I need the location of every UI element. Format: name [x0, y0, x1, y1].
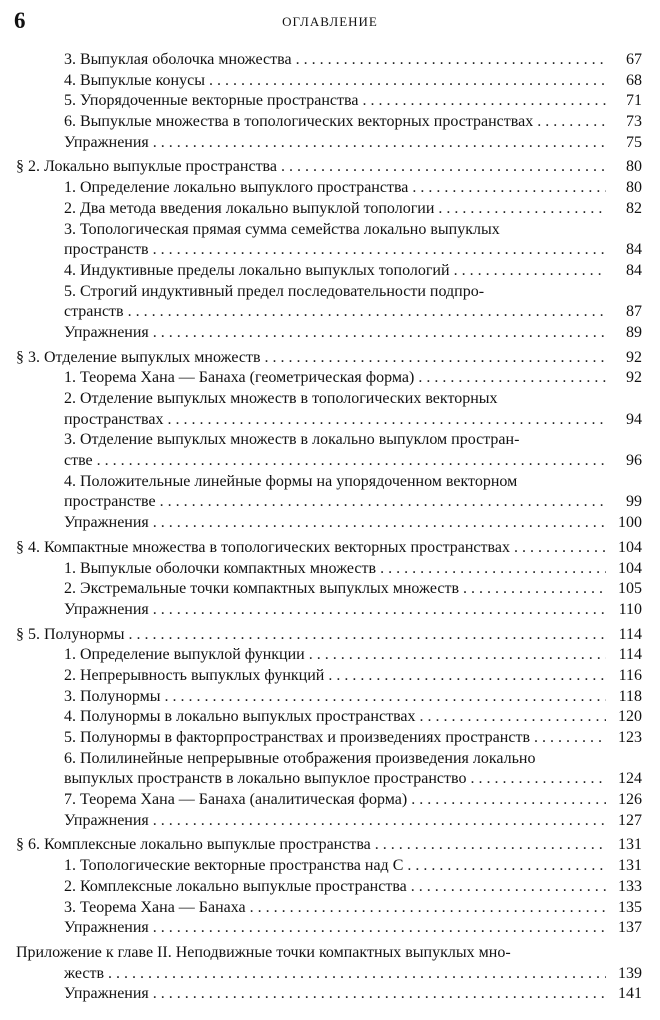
toc-page-number: 75	[626, 133, 642, 151]
toc-entry-title-line: 6. Полилинейные непрерывные отображения произведения локально	[64, 749, 536, 767]
toc-entry-title-line: 3. Топологическая прямая сумма семейства локально выпуклых	[64, 220, 500, 238]
leader-dots	[412, 178, 606, 199]
toc-subsection-entry[interactable]	[0, 199, 660, 220]
leader-dots	[153, 600, 606, 621]
toc-page-number: 126	[618, 791, 642, 809]
toc-section-entry[interactable]	[0, 157, 660, 178]
toc-entry-title: 2. Экстремальные точки компактных выпуклых множеств	[64, 580, 459, 598]
toc-subsection-entry[interactable]	[0, 220, 660, 261]
toc-page-number: 114	[618, 625, 642, 643]
toc-subsection-entry[interactable]	[0, 472, 660, 513]
toc-entry-title-line: 5. Строгий индуктивный предел последовательности подпро-	[64, 282, 485, 300]
toc-entry-title: § 3. Отделение выпуклых множеств	[16, 348, 261, 366]
toc-entry-title: 4. Полунормы в локально выпуклых пространствах	[64, 708, 416, 726]
toc-page-number: 67	[626, 51, 642, 68]
leader-dots	[250, 898, 606, 919]
toc-entry-title: 2. Два метода введения локально выпуклой топологии	[64, 199, 435, 217]
toc-entry-title: Упражнения	[64, 514, 149, 532]
leader-dots	[463, 579, 606, 600]
toc-subsection-entry[interactable]	[0, 918, 660, 939]
leader-dots	[380, 559, 606, 580]
toc-subsection-entry[interactable]	[0, 71, 660, 92]
leader-dots	[265, 348, 606, 369]
toc-subsection-entry[interactable]	[0, 984, 660, 1005]
leader-dots	[209, 71, 606, 92]
toc-section-entry[interactable]	[0, 835, 660, 856]
toc-section-entry[interactable]	[0, 348, 660, 369]
toc-entry-title: 1. Теорема Хана — Банаха (геометрическая форма)	[64, 369, 415, 387]
toc-entry-title: 3. Выпуклая оболочка множества	[64, 51, 292, 68]
toc-page-number: 110	[618, 600, 642, 618]
toc-page-number: 73	[626, 113, 642, 131]
toc-subsection-entry[interactable]	[0, 645, 660, 666]
toc-entry-title: 5. Упорядоченные векторные пространства	[64, 92, 359, 110]
toc-subsection-entry[interactable]	[0, 749, 660, 790]
toc-entry-title: Упражнения	[64, 600, 149, 618]
toc-entry-title: выпуклых пространств в локально выпуклое пространство	[64, 770, 467, 788]
toc-entry-title: Упражнения	[64, 323, 149, 341]
leader-dots	[108, 964, 606, 985]
toc-section-entry[interactable]	[0, 538, 660, 559]
leader-dots	[454, 261, 606, 282]
toc-page-number: 124	[618, 770, 642, 788]
toc-page-number: 82	[626, 199, 642, 217]
toc-page-number: 123	[618, 729, 642, 746]
leader-dots	[153, 133, 606, 154]
toc-subsection-entry[interactable]	[0, 728, 660, 749]
toc-page-number: 135	[618, 898, 642, 916]
toc-page-number: 100	[618, 514, 642, 532]
toc-subsection-entry[interactable]	[0, 559, 660, 580]
toc-page-number: 92	[626, 348, 642, 366]
toc-page-number: 99	[626, 493, 642, 511]
toc-subsection-entry[interactable]	[0, 666, 660, 687]
leader-dots	[418, 368, 606, 389]
leader-dots	[296, 50, 606, 71]
toc-page-number: 87	[626, 303, 642, 321]
toc-subsection-entry[interactable]	[0, 323, 660, 344]
toc-entry-title: 1. Определение выпуклой функции	[64, 646, 305, 664]
toc-page-number: 96	[626, 452, 642, 470]
leader-dots	[281, 157, 606, 178]
toc-page-number: 118	[618, 687, 642, 705]
toc-subsection-entry[interactable]	[0, 877, 660, 898]
leader-dots	[153, 918, 606, 939]
toc-section-entry[interactable]	[0, 943, 660, 984]
leader-dots	[407, 856, 606, 877]
toc-subsection-entry[interactable]	[0, 790, 660, 811]
toc-subsection-entry[interactable]	[0, 178, 660, 199]
toc-entry-title: § 6. Комплексные локально выпуклые пространства	[16, 836, 371, 854]
leader-dots	[411, 877, 606, 898]
toc-subsection-entry[interactable]	[0, 707, 660, 728]
toc-entry-title: § 5. Полунормы	[16, 625, 125, 643]
toc-entry-title-line: 2. Отделение выпуклых множеств в топологических векторных	[64, 390, 498, 407]
leader-dots	[328, 666, 606, 687]
toc-entry-title: 1. Определение локально выпуклого пространства	[64, 179, 409, 197]
toc-entry-title: пространств	[64, 241, 149, 259]
leader-dots	[160, 492, 606, 513]
toc-entry-title-line: 3. Отделение выпуклых множеств в локально выпуклом простран-	[64, 431, 520, 449]
toc-subsection-entry[interactable]	[0, 389, 660, 430]
toc-page-number: 127	[618, 811, 642, 829]
toc-subsection-entry[interactable]	[0, 133, 660, 154]
toc-entry-title: жеств	[64, 964, 104, 982]
toc-subsection-entry[interactable]	[0, 579, 660, 600]
leader-dots	[167, 410, 606, 431]
toc-subsection-entry[interactable]	[0, 898, 660, 919]
toc-page-number: 68	[626, 71, 642, 89]
leader-dots	[153, 323, 606, 344]
leader-dots	[153, 984, 606, 1005]
toc-entry-title: 7. Теорема Хана — Банаха (аналитическая форма)	[64, 791, 408, 809]
toc-subsection-entry[interactable]	[0, 513, 660, 534]
toc-page-number: 133	[618, 877, 642, 895]
leader-dots	[438, 199, 606, 220]
toc-page-number: 80	[626, 158, 642, 176]
toc-subsection-entry[interactable]	[0, 368, 660, 389]
toc-entry-title: 2. Непрерывность выпуклых функций	[64, 666, 325, 684]
leader-dots	[97, 451, 606, 472]
toc-entry-title: 3. Полунормы	[64, 687, 161, 705]
leader-dots	[537, 112, 606, 133]
table-of-contents	[0, 50, 660, 1005]
toc-entry-title: § 2. Локально выпуклые пространства	[16, 158, 277, 176]
leader-dots	[362, 91, 606, 112]
toc-page-number: 71	[626, 92, 642, 110]
toc-page-number: 80	[626, 179, 642, 197]
toc-subsection-entry[interactable]	[0, 430, 660, 471]
toc-entry-title: 2. Комплексные локально выпуклые пространства	[64, 877, 407, 895]
toc-entry-title: Упражнения	[64, 985, 149, 1003]
toc-page-number: 89	[626, 323, 642, 341]
toc-entry-title: § 4. Компактные множества в топологических векторных пространствах	[16, 538, 510, 556]
toc-page-number: 104	[618, 559, 642, 577]
toc-entry-title: Упражнения	[64, 919, 149, 937]
toc-page-number: 120	[618, 708, 642, 726]
toc-page-number: 116	[618, 666, 642, 684]
toc-page-number: 104	[618, 538, 642, 556]
toc-subsection-entry[interactable]	[0, 91, 660, 112]
toc-subsection-entry[interactable]	[0, 112, 660, 133]
leader-dots	[128, 302, 606, 323]
toc-entry-title: 4. Индуктивные пределы локально выпуклых топологий	[64, 261, 450, 279]
toc-page-number: 131	[618, 857, 642, 875]
toc-page-number: 139	[618, 964, 642, 982]
toc-entry-title-line: 4. Положительные линейные формы на упорядоченном векторном	[64, 472, 518, 490]
leader-dots	[129, 625, 606, 646]
leader-dots	[470, 769, 606, 790]
toc-page-number: 94	[626, 410, 642, 428]
page-number: 6	[14, 8, 26, 33]
leader-dots	[153, 513, 606, 534]
toc-subsection-entry[interactable]	[0, 600, 660, 621]
toc-entry-title-line: Приложение к главе II. Неподвижные точки компактных выпуклых мно-	[16, 943, 511, 961]
toc-page-number: 84	[626, 241, 642, 259]
toc-subsection-entry[interactable]	[0, 261, 660, 282]
toc-entry-title: странств	[64, 303, 124, 321]
toc-entry-title: 4. Выпуклые конусы	[64, 71, 205, 89]
leader-dots	[375, 835, 606, 856]
toc-entry-title: 3. Теорема Хана — Банаха	[64, 898, 246, 916]
toc-page-number: 84	[626, 261, 642, 279]
leader-dots	[153, 811, 606, 832]
toc-page-number: 105	[618, 580, 642, 598]
leader-dots	[514, 538, 606, 559]
toc-entry-title: пространствах	[64, 410, 164, 428]
toc-subsection-entry[interactable]	[0, 687, 660, 708]
leader-dots	[534, 728, 606, 749]
toc-entry-title: 5. Полунормы в факторпространствах и произведениях пространств	[64, 729, 530, 746]
leader-dots	[153, 240, 606, 261]
toc-page-number: 141	[618, 985, 642, 1003]
toc-subsection-entry[interactable]	[0, 282, 660, 323]
leader-dots	[309, 645, 606, 666]
toc-entry-title: Упражнения	[64, 811, 149, 829]
toc-page-number: 137	[618, 919, 642, 937]
toc-page-number: 114	[618, 646, 642, 664]
running-head: ОГЛАВЛЕНИЕ	[282, 14, 378, 29]
toc-entry-title: пространстве	[64, 493, 156, 511]
leader-dots	[420, 707, 606, 728]
toc-subsection-entry[interactable]	[0, 811, 660, 832]
toc-page-number: 92	[626, 369, 642, 387]
toc-page-number: 131	[618, 836, 642, 854]
toc-subsection-entry[interactable]	[0, 50, 660, 71]
toc-subsection-entry[interactable]	[0, 856, 660, 877]
toc-entry-title: стве	[64, 452, 93, 470]
leader-dots	[411, 790, 606, 811]
toc-entry-title: 1. Топологические векторные пространства над C	[64, 857, 404, 875]
toc-entry-title: 6. Выпуклые множества в топологических векторных пространствах	[64, 113, 534, 131]
toc-section-entry[interactable]	[0, 625, 660, 646]
leader-dots	[165, 687, 606, 708]
toc-entry-title: 1. Выпуклые оболочки компактных множеств	[64, 559, 377, 577]
toc-entry-title: Упражнения	[64, 133, 149, 151]
